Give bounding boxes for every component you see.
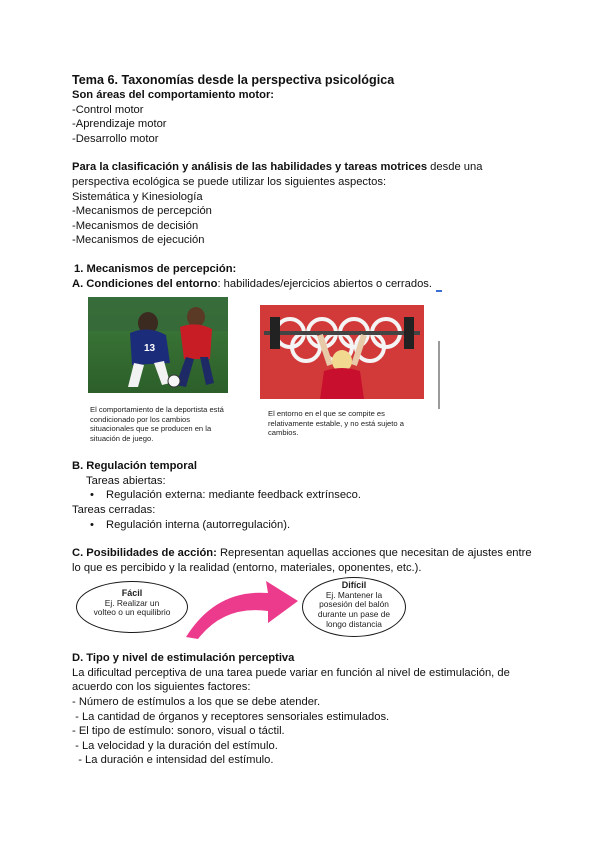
easy-title: Fácil <box>121 588 143 599</box>
classification-bold: Para la clasificación y análisis de las habilidades y tareas motrices <box>72 161 428 174</box>
section-d-heading: D. Tipo y nivel de estimulación perceptiva <box>72 652 295 665</box>
figure1-caption: El comportamiento de la deportista está condicionado por los cambios situacionales que se producen en la situación de juego. <box>90 405 224 443</box>
closed-tasks-list <box>72 518 532 533</box>
area-item: -Aprendizaje motor <box>72 118 167 131</box>
open-tasks-label: Tareas abiertas: <box>86 474 166 487</box>
document-page <box>72 72 532 768</box>
factor-item: - El tipo de estímulo: sonoro, visual o táctil. <box>72 725 285 738</box>
factor-item: - La cantidad de órganos y receptores sensoriales estimulados. <box>72 710 390 723</box>
factor-item: - La velocidad y la duración del estímulo. <box>72 739 278 752</box>
aspect-item: -Mecanismos de ejecución <box>72 234 205 247</box>
closed-tasks-label: Tareas cerradas: <box>72 503 156 516</box>
section-d-intro: La dificultad perceptiva de una tarea puede variar en función al nivel de estimulación, de acuerdo con los siguientes factores: <box>72 666 510 694</box>
decorative-mark <box>436 290 442 292</box>
open-tasks-list <box>72 488 532 503</box>
figure-row <box>72 297 532 459</box>
classification-rest: desde una perspectiva ecológica se puede utilizar los siguientes aspectos: <box>72 161 483 188</box>
weightlifting-photo <box>260 305 424 399</box>
easy-text: Ej. Realizar un volteo o un equilibrio <box>93 597 171 618</box>
difficulty-diagram <box>72 579 532 641</box>
hard-title: Difícil <box>341 580 367 591</box>
football-illustration <box>88 297 228 393</box>
area-item: -Desarrollo motor <box>72 132 159 145</box>
football-photo <box>88 297 228 393</box>
areas-heading: Son áreas del comportamiento motor: <box>72 89 275 101</box>
aspect-item: Sistemática y Kinesiología <box>72 190 203 203</box>
figure2-caption: El entorno en el que se compite es relativamente estable, y no está sujeto a cambios. <box>268 409 404 438</box>
svg-text:13: 13 <box>144 343 156 355</box>
section-a-bold: A. Condiciones del entorno <box>72 277 218 290</box>
scrollbar-line <box>438 341 440 409</box>
list-item: • Regulación externa: mediante feedback extrínseco. <box>72 488 532 503</box>
section1-heading: 1. Mecanismos de percepción: <box>74 262 237 275</box>
easy-oval <box>76 581 188 633</box>
list-item: • Regulación interna (autorregulación). <box>72 518 532 533</box>
area-item: -Control motor <box>72 103 144 116</box>
hard-text: Ej. Mantener la posesión del balón durante un pase de longo distancia <box>317 589 391 629</box>
hard-oval <box>302 577 406 637</box>
section-b-heading: B. Regulación temporal <box>72 460 197 473</box>
page-title: Tema 6. Taxonomías desde la perspectiva psicológica <box>72 73 395 87</box>
section-c-rest: Representan aquellas acciones que necesitan de ajustes entre lo que es percibido y la realidad (entorno, materiales, oponentes, etc.). <box>72 547 532 574</box>
factor-item: - La duración e intensidad del estímulo. <box>72 754 274 767</box>
weightlifting-illustration <box>260 305 424 399</box>
section-c <box>72 546 532 575</box>
factor-item: - Número de estímulos a los que se debe atender. <box>72 696 321 709</box>
aspect-item: -Mecanismos de percepción <box>72 205 212 218</box>
section-a-rest: : habilidades/ejercicios abiertos o cerrados. <box>217 277 432 290</box>
section-c-bold: C. Posibilidades de acción: <box>72 547 217 560</box>
section-a <box>72 277 532 292</box>
classification-paragraph <box>72 160 532 189</box>
arrow-icon <box>182 579 300 641</box>
aspect-item: -Mecanismos de decisión <box>72 219 199 232</box>
